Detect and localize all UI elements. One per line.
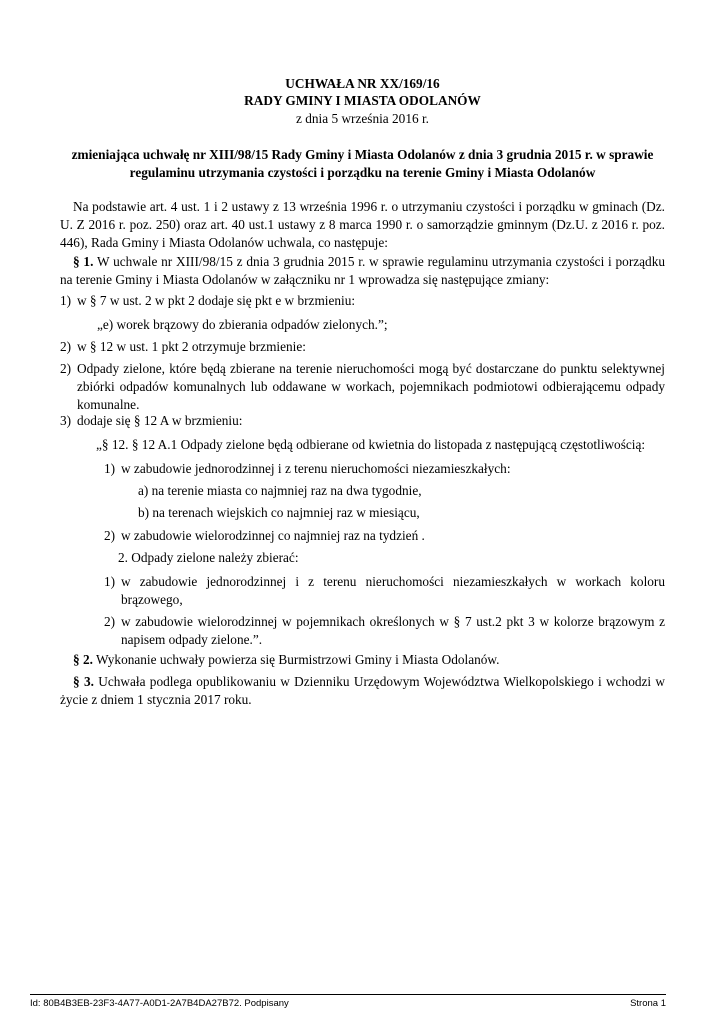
paragraph-2-label: § 2. [73, 652, 93, 667]
paragraph-2 [60, 651, 665, 669]
section-12a-2-point-1 [104, 573, 665, 609]
paragraph-3-text: Uchwała podlega opublikowaniu w Dzienniku Urzędowym Województwa Wielkopolskiego i wchodzi w życie z dniem 1 stycznia 2017 roku. [60, 674, 666, 707]
change-3-number: 3) [60, 413, 72, 428]
change-1-text: w § 7 w ust. 2 w pkt 2 dodaje się pkt e w brzmieniu: [77, 293, 356, 308]
resolution-subject: zmieniająca uchwałę nr XIII/98/15 Rady Gminy i Miasta Odolanów z dnia 3 grudnia 2015 r. w sprawie regulaminu utrzymania czystości i porządku na terenie Gminy i Miasta Odolanów [71, 147, 654, 180]
section-12a-2-point-2-number: 2) [104, 614, 116, 629]
paragraph-1-label: § 1. [73, 254, 94, 269]
change-1 [60, 292, 665, 310]
section-12a-point-1a: a) na terenie miasta co najmniej raz na dwa tygodnie, [138, 483, 422, 498]
section-12a-point-1-number: 1) [104, 461, 116, 476]
change-2-quote [60, 360, 665, 414]
section-12a-2-point-2 [104, 613, 665, 649]
section-12a-2-point-2-text: w zabudowie wielorodzinnej w pojemnikach określonych w § 7 ust.2 pkt 3 w kolorze brązowym z napisem odpady zielone.”. [121, 614, 665, 647]
section-12a-paragraph-2: 2. Odpady zielone należy zbierać: [118, 550, 299, 565]
change-1-number: 1) [60, 293, 72, 308]
resolution-title [60, 75, 665, 109]
section-12a-point-1 [104, 460, 665, 478]
paragraph-3 [60, 673, 665, 709]
resolution-date: z dnia 5 września 2016 r. [296, 111, 429, 126]
preamble: Na podstawie art. 4 ust. 1 i 2 ustawy z 13 września 1996 r. o utrzymaniu czystości i porządku w gminach (Dz. U. Z 2016 r. poz. 250) oraz art. 40 ust.1 ustawy z 8 marca 1990 r. o samorządzie gminnym (Dz.U. z 2016 r. poz. 446), Rada Gminy i Miasta Odolanów uchwala, co następuje: [60, 199, 665, 250]
paragraph-1-text: W uchwale nr XIII/98/15 z dnia 3 grudnia 2015 r. w sprawie regulaminu utrzymania czystości i porządku na terenie Gminy i Miasta Odolanów w załączniku nr 1 wprowadza się następujące zmiany: [60, 254, 666, 287]
title-line-2: RADY GMINY I MIASTA ODOLANÓW [244, 93, 481, 108]
section-12a-point-2-text: w zabudowie wielorodzinnej co najmniej raz na tydzień . [121, 528, 425, 543]
footer-divider [30, 994, 666, 995]
section-12a-point-1-text: w zabudowie jednorodzinnej i z terenu nieruchomości niezamieszkałych: [121, 461, 511, 476]
change-2 [60, 338, 665, 356]
change-3 [60, 412, 665, 430]
section-12a-intro: „§ 12. § 12 A.1 Odpady zielone będą odbierane od kwietnia do listopada z następującą częstotliwością: [96, 437, 646, 452]
document-id: Id: 80B4B3EB-23F3-4A77-A0D1-2A7B4DA27B72. Podpisany [30, 998, 289, 1009]
section-12a-point-2-number: 2) [104, 528, 116, 543]
change-1-quote: „e) worek brązowy do zbierania odpadów zielonych.”; [97, 317, 388, 332]
change-2-text: w § 12 w ust. 1 pkt 2 otrzymuje brzmienie: [77, 339, 306, 354]
change-2-quote-number: 2) [60, 361, 72, 376]
title-line-1: UCHWAŁA NR XX/169/16 [285, 76, 440, 91]
change-3-text: dodaje się § 12 A w brzmieniu: [77, 413, 243, 428]
paragraph-3-label: § 3. [73, 674, 94, 689]
change-2-number: 2) [60, 339, 72, 354]
document-page [60, 0, 665, 1024]
change-2-quote-text: Odpady zielone, które będą zbierane na terenie nieruchomości mogą być dostarczane do punktu selektywnej zbiórki odpadów komunalnych lub oddawane w workach, pojemnikach podmiotowi odbierającemu odpady komunalne. [77, 361, 665, 412]
paragraph-1 [60, 253, 665, 289]
section-12a-point-1b: b) na terenach wiejskich co najmniej raz w miesiącu, [138, 505, 420, 520]
section-12a-2-point-1-number: 1) [104, 574, 116, 589]
paragraph-2-text: Wykonanie uchwały powierza się Burmistrzowi Gminy i Miasta Odolanów. [92, 652, 500, 667]
section-12a-point-2 [104, 527, 665, 545]
page-number: Strona 1 [630, 998, 666, 1009]
section-12a-2-point-1-text: w zabudowie jednorodzinnej i z terenu nieruchomości niezamieszkałych w workach koloru brązowego, [121, 574, 665, 607]
